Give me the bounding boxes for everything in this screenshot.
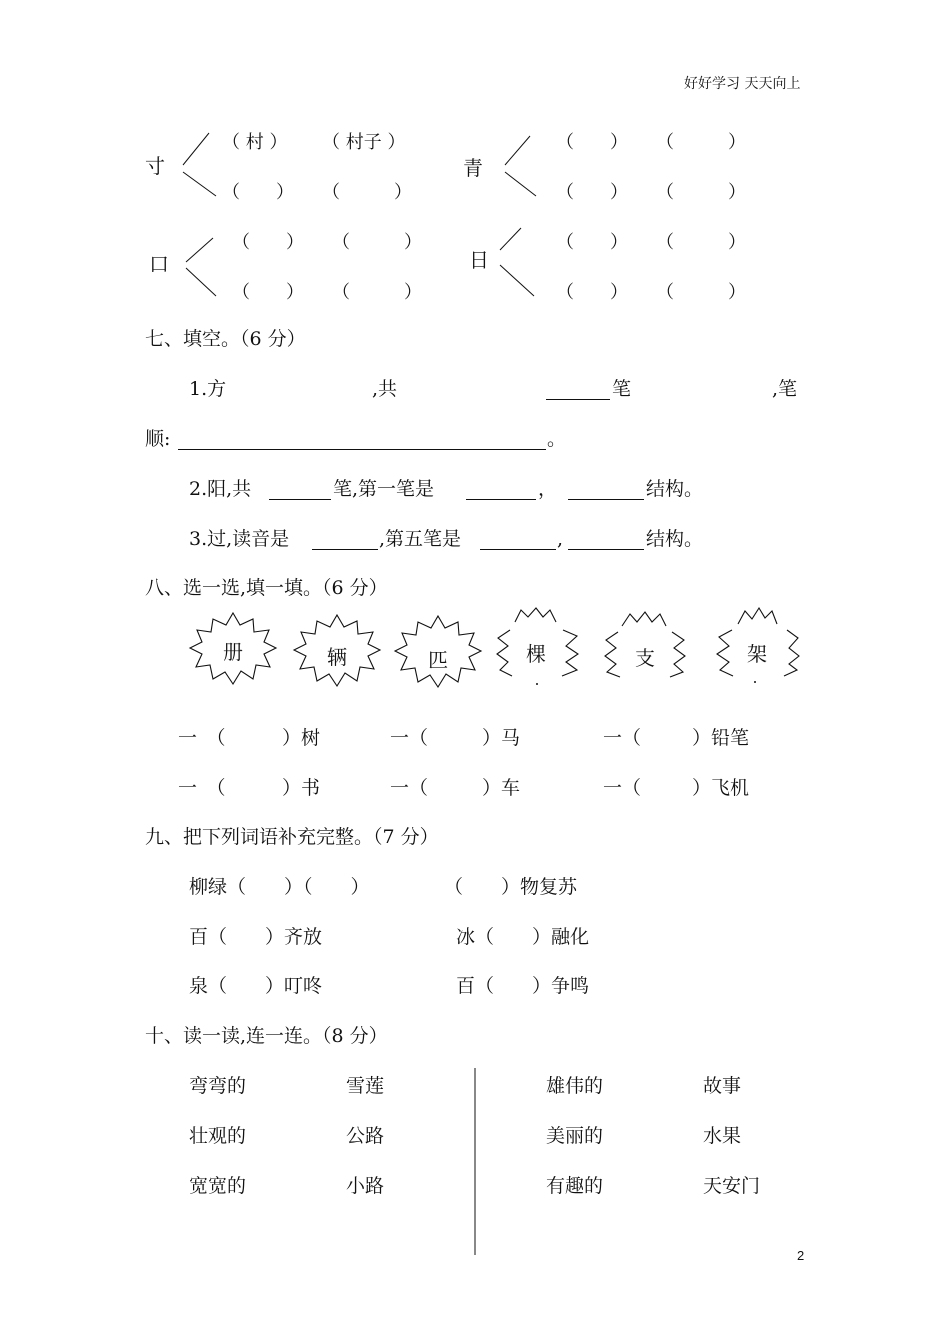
blank-qing-bottom-1[interactable]: （ ） [556,182,628,203]
q1-part-e: 顺: [145,428,171,450]
idiom-2[interactable]: （ ）物复苏 [444,876,578,898]
blank-ri-bottom-2[interactable]: （ ） [656,282,746,303]
idiom-5[interactable]: 泉（ ）叮咚 [189,975,323,997]
q1-part-b: ,共 [372,378,398,400]
burst-ke-left [497,630,512,676]
fill-plane-prefix: 一（ [603,777,642,799]
fill-horse-prefix: 一（ [390,727,429,749]
blank-ri-top-2[interactable]: （ ） [656,232,746,253]
burst-jia-right [784,630,799,676]
fill-tree-suffix: ）树 [282,727,321,749]
idiom-6[interactable]: 百（ ）争鸣 [456,975,590,997]
fill-tree-prefix: 一 （ [178,727,226,749]
idiom-1[interactable]: 柳绿（ ）（ ） [189,876,370,898]
root-char-kou: 口 [149,252,169,276]
fill-book-prefix: 一 （ [178,777,226,799]
burst-zhi-right [670,632,685,677]
word-jia[interactable]: 架 [747,642,767,666]
q1-blank-strokes[interactable] [546,381,610,400]
fill-car-prefix: 一（ [390,777,429,799]
blank-cun-top-2[interactable]: （ 村子 ） [322,132,406,153]
q3-blank-pinyin[interactable] [312,531,378,550]
burst-ke-top [515,608,556,622]
blank-kou-bottom-2[interactable]: （ ） [332,282,422,303]
match-right-b-3[interactable]: 天安门 [703,1175,761,1197]
word-liang[interactable]: 辆 [327,645,347,669]
fill-book-suffix: ）书 [282,777,321,799]
match-left-a-1[interactable]: 弯弯的 [189,1075,247,1097]
q1-part-a: 1.方 [189,378,227,400]
header-motto: 好好学习 天天向上 [684,76,801,92]
word-pi[interactable]: 匹 [428,648,448,672]
fill-horse-suffix: ）马 [482,727,521,749]
match-right-a-2[interactable]: 美丽的 [546,1125,604,1147]
q1-part-c: 笔 [612,378,632,400]
word-ke[interactable]: 棵 [526,642,546,666]
fill-pencil-suffix: ）铅笔 [692,727,750,749]
q3-part-d: 结构。 [646,528,704,550]
idiom-4[interactable]: 冰（ ）融化 [456,926,590,948]
match-left-b-2[interactable]: 公路 [346,1125,385,1147]
root-char-cun: 寸 [145,154,165,178]
blank-cun-top-1[interactable]: （ 村 ） [222,132,288,153]
q3-blank-structure[interactable] [568,531,644,550]
fill-car-suffix: ）车 [482,777,521,799]
burst-zhi-top [622,612,666,626]
match-left-a-2[interactable]: 壮观的 [189,1125,247,1147]
blank-kou-top-2[interactable]: （ ） [332,232,422,253]
match-right-b-2[interactable]: 水果 [703,1125,742,1147]
q3-part-a: 3.过,读音是 [189,528,290,550]
section10-title: 十、读一读,连一连。（8 分） [145,1025,388,1047]
word-ce[interactable]: 册 [223,640,243,664]
q1-blank-order[interactable] [178,431,546,450]
burst-jia-left [717,630,733,676]
root-char-ri: 日 [469,248,489,272]
match-right-a-1[interactable]: 雄伟的 [546,1075,604,1097]
section7-title: 七、填空。（6 分） [145,328,306,350]
blank-kou-bottom-1[interactable]: （ ） [232,282,304,303]
burst-zhi-left [605,632,620,677]
match-left-b-1[interactable]: 雪莲 [346,1075,385,1097]
q2-part-d: 结构。 [646,478,704,500]
blank-qing-top-2[interactable]: （ ） [656,132,746,153]
word-zhi[interactable]: 支 [635,646,655,670]
match-right-a-3[interactable]: 有趣的 [546,1175,604,1197]
blank-ri-bottom-1[interactable]: （ ） [556,282,628,303]
q2-blank-first-stroke[interactable] [466,481,536,500]
q2-part-a: 2.阳,共 [189,478,252,500]
q2-part-b: 笔,第一笔是 [333,478,435,500]
match-left-a-3[interactable]: 宽宽的 [189,1175,247,1197]
q3-part-c: , [557,528,564,550]
q1-part-d: ,笔 [772,378,798,400]
blank-qing-bottom-2[interactable]: （ ） [656,182,746,203]
burst-ke-right [562,630,578,676]
root-char-qing: 青 [463,156,483,180]
page-number: 2 [797,1248,805,1263]
section8-title: 八、选一选,填一填。（6 分） [145,577,388,599]
match-left-b-3[interactable]: 小路 [346,1175,385,1197]
blank-qing-top-1[interactable]: （ ） [556,132,628,153]
section9-title: 九、把下列词语补充完整。（7 分） [145,826,439,848]
blank-cun-bottom-2[interactable]: （ ） [322,182,412,203]
blank-kou-top-1[interactable]: （ ） [232,232,304,253]
blank-cun-bottom-1[interactable]: （ ） [222,182,294,203]
q3-part-b: ,第五笔是 [379,528,462,550]
idiom-3[interactable]: 百（ ）齐放 [189,926,323,948]
q3-blank-fifth-stroke[interactable] [480,531,556,550]
blank-ri-top-1[interactable]: （ ） [556,232,628,253]
match-right-b-1[interactable]: 故事 [703,1075,742,1097]
fill-plane-suffix: ）飞机 [692,777,750,799]
q2-blank-strokes[interactable] [269,481,331,500]
q2-blank-structure[interactable] [568,481,644,500]
fill-pencil-prefix: 一（ [603,727,642,749]
burst-jia-top [738,608,777,624]
q1-part-f: 。 [547,428,567,450]
q2-part-c: ， [538,478,558,500]
